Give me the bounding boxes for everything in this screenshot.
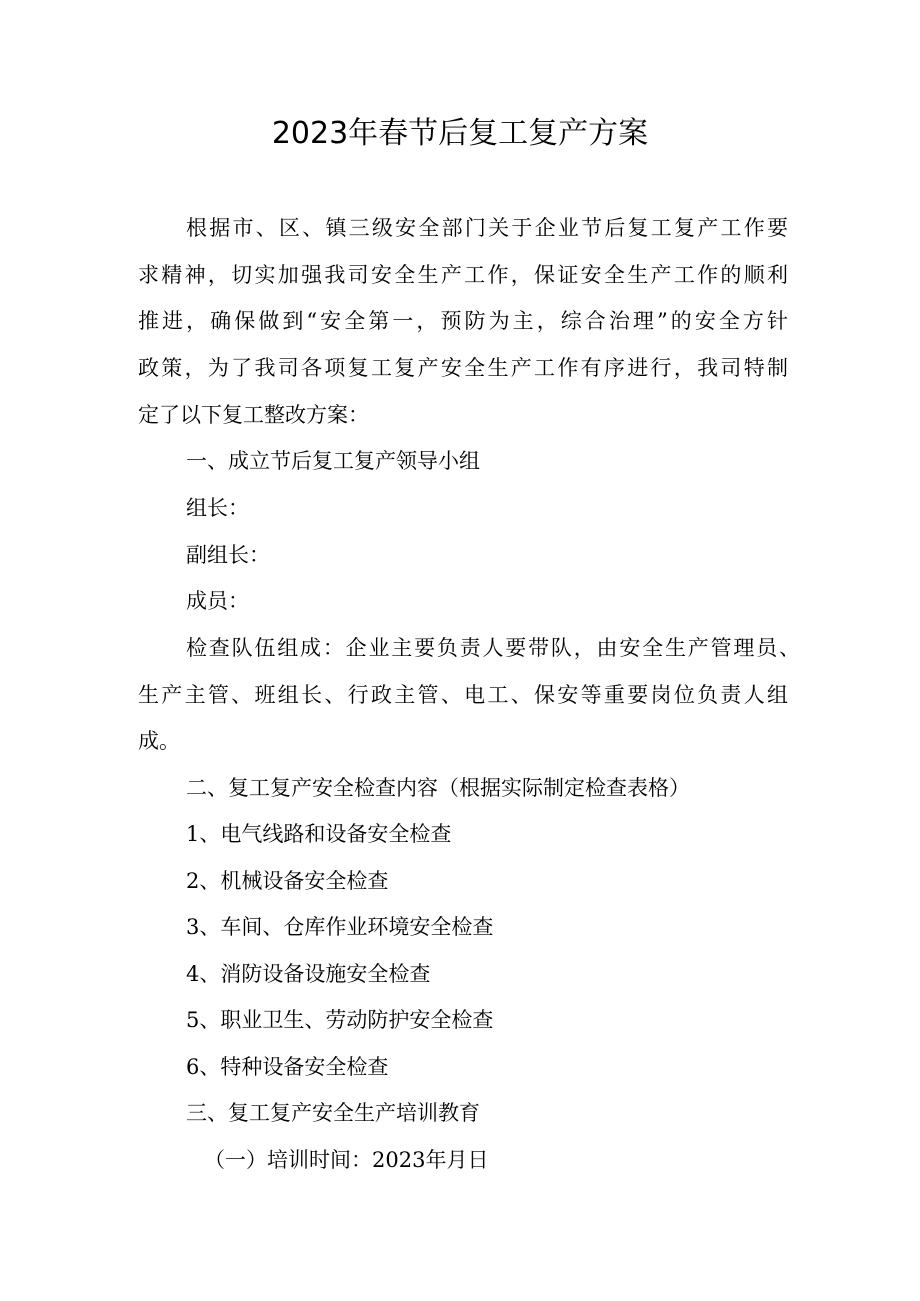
intro-line: 政策，为了我司各项复工复产安全生产工作有序进行，我司特制: [138, 356, 788, 380]
list-item: 4、消防设备设施安全检查: [186, 962, 431, 986]
team-line: 生产主管、班组长、行政主管、电工、保安等重要岗位负责人组: [138, 683, 788, 707]
leader-label: 组长：: [186, 496, 249, 520]
team-line: 成。: [138, 729, 180, 753]
document-title: 2023年春节后复工复产方案: [271, 116, 649, 151]
intro-line: 定了以下复工整改方案：: [138, 403, 369, 427]
intro-line: 推进，确保做到“安全第一，预防为主，综合治理”的安全方针: [138, 309, 788, 333]
intro-line: 求精神，切实加强我司安全生产工作，保证安全生产工作的顺利: [138, 263, 788, 287]
intro-line: 根据市、区、镇三级安全部门关于企业节后复工复产工作要: [186, 216, 788, 240]
sub-item: （一）培训时间：2023年月日: [204, 1148, 489, 1172]
list-item: 2、机械设备安全检查: [186, 869, 389, 893]
list-item: 3、车间、仓库作业环境安全检查: [186, 915, 494, 939]
section-heading: 三、复工复产安全生产培训教育: [186, 1101, 480, 1125]
team-line: 检查队伍组成：企业主要负责人要带队，由安全生产管理员、: [186, 636, 800, 660]
section-heading: 二、复工复产安全检查内容（根据实际制定检查表格）: [186, 776, 690, 800]
list-item: 6、特种设备安全检查: [186, 1055, 389, 1079]
list-item: 5、职业卫生、劳动防护安全检查: [186, 1008, 494, 1032]
section-heading: 一、成立节后复工复产领导小组: [186, 449, 480, 473]
members-label: 成员：: [186, 589, 249, 613]
deputy-leader-label: 副组长：: [186, 543, 270, 567]
list-item: 1、电气线路和设备安全检查: [186, 822, 452, 846]
